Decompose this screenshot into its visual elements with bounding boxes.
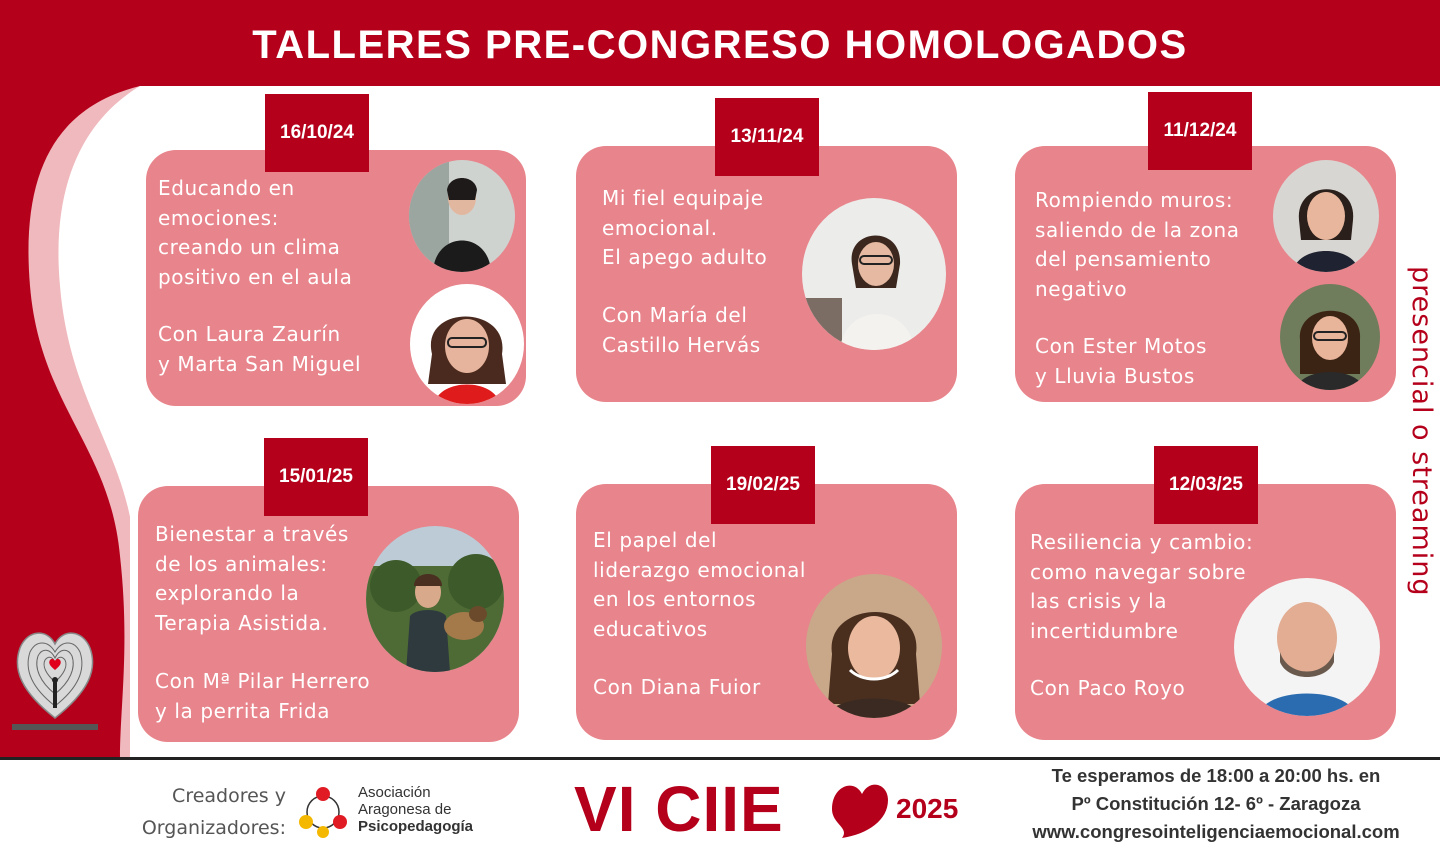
attendance-mode-label: presencial o streaming	[1406, 266, 1437, 597]
speaker-photo	[409, 160, 515, 272]
date-tab-5: 19/02/25	[711, 446, 815, 524]
date-tab-4: 15/01/25	[264, 438, 368, 516]
event-year: 2025	[896, 793, 959, 824]
workshop-title: Mi fiel equipaje emocional. El apego adulto	[602, 186, 768, 269]
event-info	[1006, 762, 1426, 846]
workshop-title: Bienestar a través de los animales: explorando la Terapia Asistida.	[155, 522, 349, 635]
date-tab-2: 13/11/24	[715, 98, 819, 176]
workshop-speakers: Con Mª Pilar Herrero y la perrita Frida	[155, 669, 371, 723]
event-schedule: Te esperamos de 18:00 a 20:00 hs. en	[1051, 765, 1381, 786]
association-line: Aragonesa de	[358, 801, 452, 818]
speaker-photo	[1280, 284, 1380, 390]
association-name	[358, 784, 473, 835]
speaker-photo	[410, 284, 524, 404]
workshop-speakers: Con María del Castillo Hervás	[602, 303, 761, 357]
speaker-photo	[1234, 578, 1380, 716]
heart-icon	[828, 776, 890, 842]
workshop-speakers: Con Laura Zaurín y Marta San Miguel	[158, 322, 362, 376]
organizers-label: Creadores y Organizadores:	[141, 785, 286, 839]
association-line: Asociación	[358, 784, 431, 801]
event-address: Pº Constitución 12- 6º - Zaragoza	[1071, 793, 1361, 814]
event-logo-text: VI CIIE	[574, 773, 784, 845]
association-line: Psicopedagogía	[358, 818, 474, 835]
date-tab-1: 16/10/24	[265, 94, 369, 172]
association-logo-icon	[298, 784, 348, 840]
speaker-photo	[806, 574, 942, 718]
heart-fingerprint-icon	[12, 620, 98, 730]
speaker-photo	[366, 526, 504, 672]
footer-divider	[0, 757, 1440, 760]
header-banner	[0, 0, 1440, 86]
workshop-title: Resiliencia y cambio: como navegar sobre las crisis y la incertidumbre	[1030, 530, 1254, 643]
workshop-title: Educando en emociones: creando un clima positivo en el aula	[158, 176, 353, 289]
workshop-title: Rompiendo muros: saliendo de la zona del pensamiento negativo	[1035, 188, 1240, 301]
workshop-title: El papel del liderazgo emocional en los entornos educativos	[593, 528, 807, 641]
workshop-speakers: Con Diana Fuior	[593, 675, 761, 699]
event-website-link[interactable]: www.congresointeligenciaemocional.com	[1032, 821, 1400, 842]
speaker-photo	[1273, 160, 1379, 272]
speaker-photo	[802, 198, 946, 350]
date-tab-6: 12/03/25	[1154, 446, 1258, 524]
page-title: TALLERES PRE-CONGRESO HOMOLOGADOS	[252, 22, 1188, 67]
date-tab-3: 11/12/24	[1148, 92, 1252, 170]
workshop-speakers: Con Ester Motos y Lluvia Bustos	[1035, 334, 1208, 388]
workshop-speakers: Con Paco Royo	[1030, 676, 1186, 700]
